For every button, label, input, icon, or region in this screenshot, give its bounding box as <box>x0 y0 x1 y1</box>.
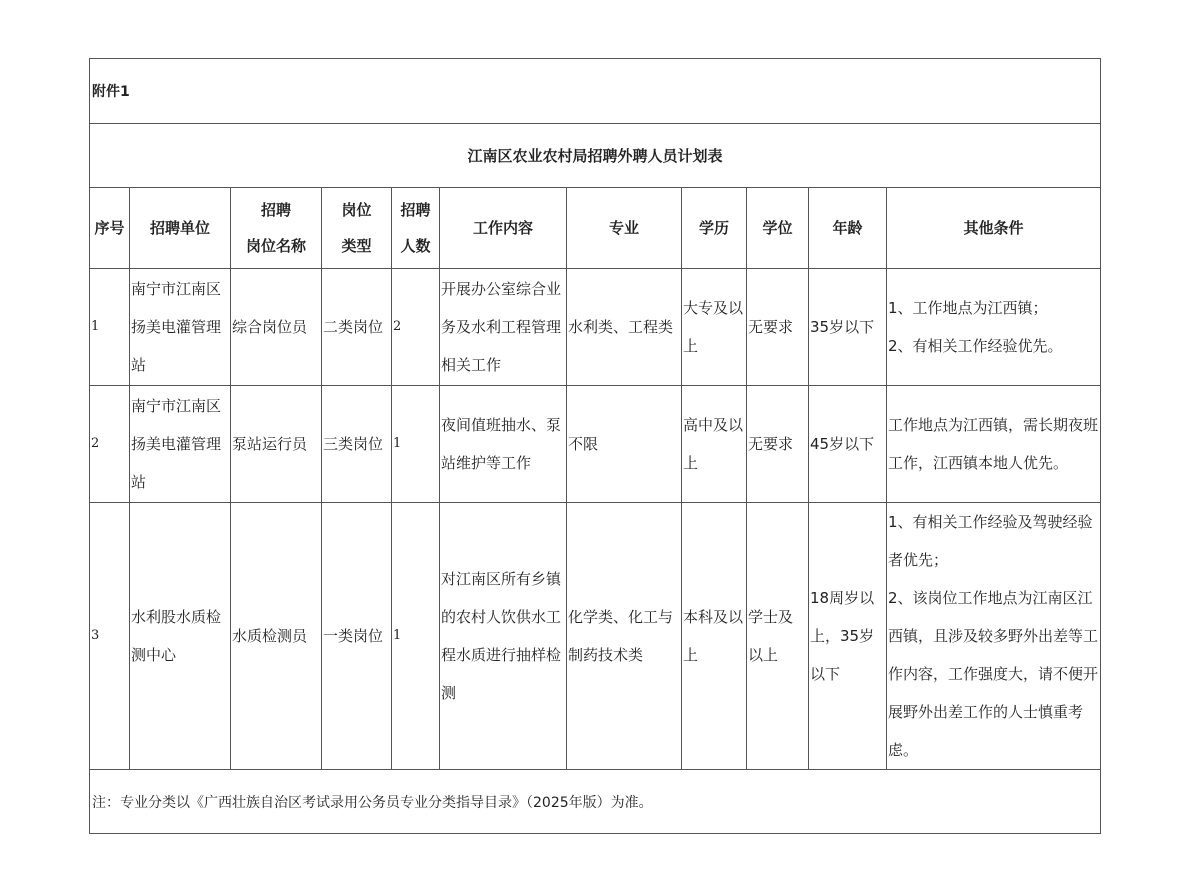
header-degree: 学位 <box>747 188 809 269</box>
cell-count: 1 <box>392 503 440 770</box>
cell-education: 本科及以上 <box>682 503 747 770</box>
other-line: 2、该岗位工作地点为江南区江西镇，且涉及较多野外出差等工作内容，工作强度大，请不便开展野外出差工作的人士慎重考虑。 <box>888 589 1099 759</box>
table-row <box>90 503 1101 770</box>
header-seq: 序号 <box>90 188 130 269</box>
cell-major: 不限 <box>567 386 682 503</box>
cell-post-type: 一类岗位 <box>322 503 392 770</box>
cell-unit: 南宁市江南区扬美电灌管理站 <box>130 269 231 386</box>
header-age: 年龄 <box>809 188 887 269</box>
cell-education: 高中及以上 <box>682 386 747 503</box>
cell-other <box>887 503 1101 770</box>
cell-degree: 无要求 <box>747 269 809 386</box>
header-unit: 招聘单位 <box>130 188 231 269</box>
cell-work: 夜间值班抽水、泵站维护等工作 <box>440 386 567 503</box>
cell-post-type: 三类岗位 <box>322 386 392 503</box>
attachment-label: 附件1 <box>90 59 1101 124</box>
cell-education: 大专及以上 <box>682 269 747 386</box>
header-major: 专业 <box>567 188 682 269</box>
other-line: 工作地点为江西镇，需长期夜班工作，江西镇本地人优先。 <box>888 416 1099 472</box>
other-line: 2、有相关工作经验优先。 <box>888 337 1063 355</box>
header-count <box>392 188 440 269</box>
header-count-line1: 招聘 <box>400 201 431 219</box>
cell-seq: 1 <box>90 269 130 386</box>
cell-degree: 无要求 <box>747 386 809 503</box>
other-line: 1、有相关工作经验及驾驶经验者优先； <box>888 513 1093 569</box>
header-work: 工作内容 <box>440 188 567 269</box>
cell-work: 对江南区所有乡镇的农村人饮供水工程水质进行抽样检测 <box>440 503 567 770</box>
header-post-type-line2: 类型 <box>341 237 372 255</box>
cell-age: 18周岁以上，35岁以下 <box>809 503 887 770</box>
cell-count: 2 <box>392 269 440 386</box>
table-title: 江南区农业农村局招聘外聘人员计划表 <box>90 124 1101 188</box>
header-education: 学历 <box>682 188 747 269</box>
header-post-name-line1: 招聘 <box>260 201 291 219</box>
cell-major: 水利类、工程类 <box>567 269 682 386</box>
cell-unit: 南宁市江南区扬美电灌管理站 <box>130 386 231 503</box>
cell-post-name: 综合岗位员 <box>231 269 322 386</box>
cell-seq: 2 <box>90 386 130 503</box>
cell-post-name: 泵站运行员 <box>231 386 322 503</box>
cell-other <box>887 269 1101 386</box>
header-row <box>90 188 1101 269</box>
cell-degree: 学士及以上 <box>747 503 809 770</box>
cell-post-type: 二类岗位 <box>322 269 392 386</box>
header-post-name <box>231 188 322 269</box>
cell-post-name: 水质检测员 <box>231 503 322 770</box>
footnote: 注：专业分类以《广西壮族自治区考试录用公务员专业分类指导目录》（2025年版）为准。 <box>90 770 1101 834</box>
cell-age: 45岁以下 <box>809 386 887 503</box>
cell-unit: 水利股水质检测中心 <box>130 503 231 770</box>
table-row <box>90 269 1101 386</box>
header-post-name-line2: 岗位名称 <box>245 237 306 255</box>
cell-other <box>887 386 1101 503</box>
header-post-type <box>322 188 392 269</box>
cell-age: 35岁以下 <box>809 269 887 386</box>
cell-major: 化学类、化工与制药技术类 <box>567 503 682 770</box>
cell-count: 1 <box>392 386 440 503</box>
cell-work: 开展办公室综合业务及水利工程管理相关工作 <box>440 269 567 386</box>
other-line: 1、工作地点为江西镇； <box>888 299 1048 317</box>
cell-seq: 3 <box>90 503 130 770</box>
header-other: 其他条件 <box>887 188 1101 269</box>
header-count-line2: 人数 <box>400 237 431 255</box>
recruitment-plan-table <box>89 58 1101 834</box>
header-post-type-line1: 岗位 <box>341 201 372 219</box>
table-row <box>90 386 1101 503</box>
